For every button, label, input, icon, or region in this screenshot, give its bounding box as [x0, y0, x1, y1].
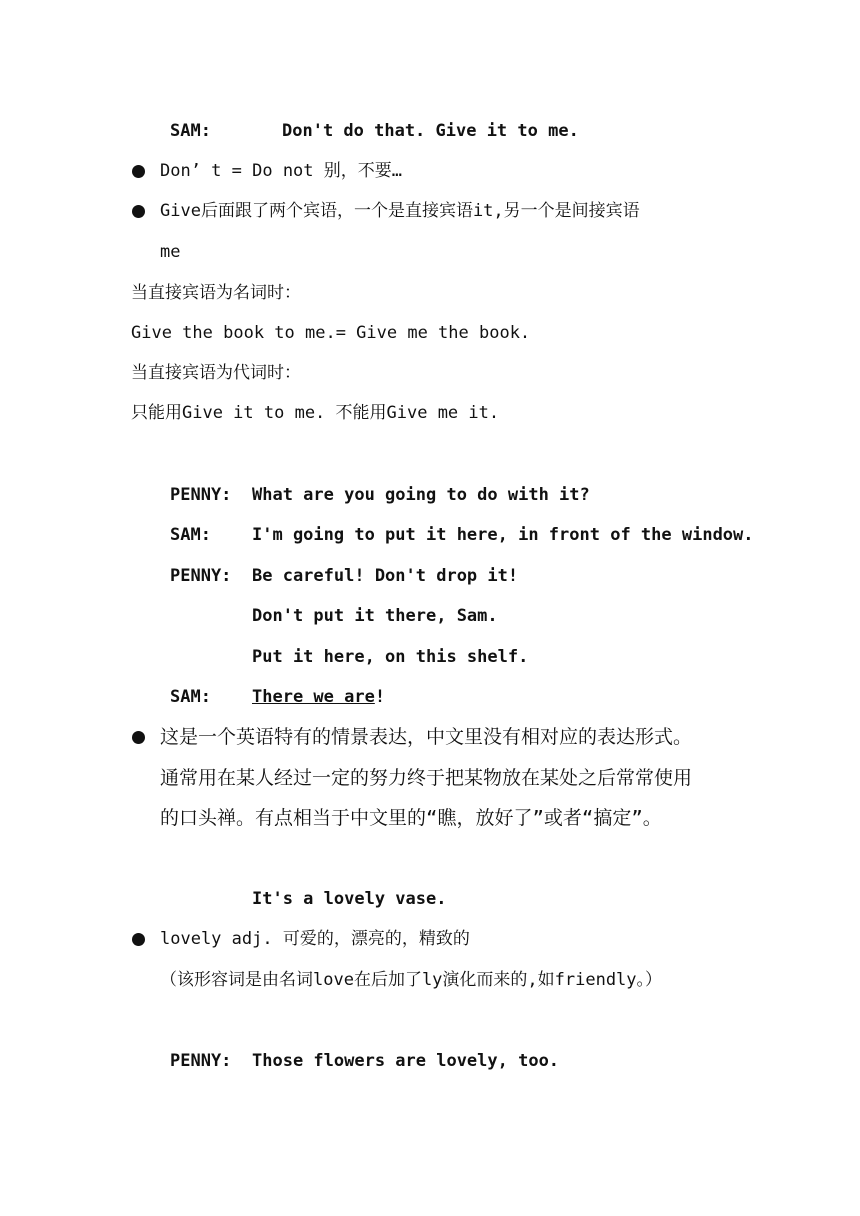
- dialogue-line: [170, 605, 498, 627]
- dialogue-text: Those flowers are lovely, too.: [252, 1051, 560, 1071]
- note-there-we-are-line: 通常用在某人经过一定的努力终于把某物放在某处之后常常使用: [160, 767, 693, 789]
- dialogue-text: !: [374, 687, 386, 707]
- note-there-we-are-line: 的口头禅。有点相当于中文里的“瞧，放好了”或者“搞定”。: [160, 807, 662, 829]
- dialogue-text: I'm going to put it here, in front of the window.: [252, 525, 754, 545]
- speaker-label: SAM:: [170, 687, 211, 707]
- bullet-icon: [132, 165, 145, 178]
- bullet-icon: [132, 933, 145, 946]
- dialogue-line: [170, 524, 754, 546]
- dialogue-text: It's a lovely vase.: [252, 889, 447, 909]
- dialogue-text: Be careful! Don't drop it!: [252, 566, 519, 586]
- note-dont: Don’ t = Do not 别，不要…: [160, 161, 402, 181]
- note-give-line2: me: [160, 242, 181, 262]
- dialogue-text: Don't do that. Give it to me.: [282, 121, 579, 141]
- bullet-icon: [132, 731, 145, 744]
- dialogue-text: Put it here, on this shelf.: [252, 647, 529, 667]
- dialogue-text: What are you going to do with it?: [252, 485, 590, 505]
- note-lovely-origin: （该形容词是由名词love在后加了ly演化而来的,如friendly。）: [160, 970, 663, 990]
- rule-pronoun-example: 只能用Give it to me. 不能用Give me it.: [131, 403, 500, 423]
- rule-noun-example: Give the book to me.= Give me the book.: [131, 323, 531, 343]
- dialogue-line: [170, 565, 518, 587]
- note-lovely: lovely adj. 可爱的，漂亮的，精致的: [160, 929, 470, 949]
- note-give-line1: Give后面跟了两个宾语，一个是直接宾语it,另一个是间接宾语: [160, 201, 640, 221]
- speaker-label: SAM:: [170, 121, 211, 141]
- dialogue-line: [170, 686, 385, 708]
- rule-noun-heading: 当直接宾语为名词时：: [131, 283, 301, 303]
- speaker-label: PENNY:: [170, 485, 232, 505]
- dialogue-line: [170, 484, 590, 506]
- bullet-icon: [132, 205, 145, 218]
- dialogue-line: [170, 1050, 559, 1072]
- note-there-we-are-line: 这是一个英语特有的情景表达，中文里没有相对应的表达形式。: [160, 726, 693, 748]
- rule-pronoun-heading: 当直接宾语为代词时：: [131, 363, 301, 383]
- speaker-label: PENNY:: [170, 566, 232, 586]
- dialogue-line: [170, 120, 579, 142]
- speaker-label: PENNY:: [170, 1051, 232, 1071]
- speaker-label: SAM:: [170, 525, 211, 545]
- dialogue-text: Don't put it there, Sam.: [252, 606, 498, 626]
- dialogue-line: [170, 646, 528, 668]
- underlined-phrase: There we are: [252, 687, 375, 707]
